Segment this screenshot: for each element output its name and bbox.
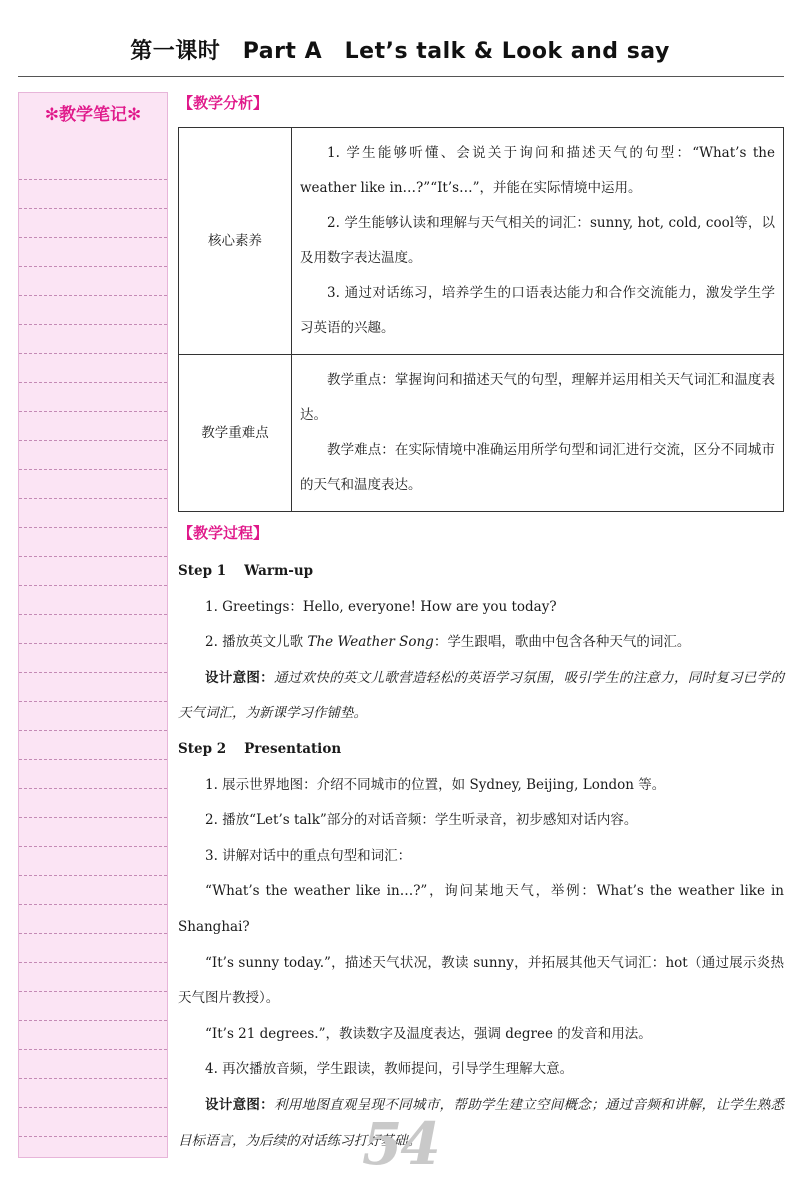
design-intent [178,661,784,732]
design-intent-label: 设计意图： [205,669,274,686]
row-content [292,355,784,512]
list-item: 1. Greetings：Hello, everyone! How are you today? [205,598,557,615]
list-item: 3. 讲解对话中的重点句型和词汇： [205,847,412,864]
process-heading: 【教学过程】 [178,524,269,542]
design-intent-label: 设计意图： [205,1096,274,1113]
row-label: 核心素养 [179,128,292,355]
list-item: 教学难点：在实际情境中准确运用所学句型和词汇进行交流，区分不同城市的天气和温度表达。 [300,442,775,493]
design-intent-text: 利用地图直观呈现不同城市，帮助学生建立空间概念；通过音频和讲解，让学生熟悉目标语言，为后续的对话练习打好基础。 [178,1096,785,1149]
analysis-table [178,127,784,512]
list-item: 教学重点：掌握询问和描述天气的句型，理解并运用相关天气词汇和温度表达。 [300,372,775,423]
list-item: 4. 再次播放音频，学生跟读，教师提问，引导学生理解大意。 [205,1061,574,1078]
step-name: Presentation [244,740,342,757]
step1-heading [178,554,784,590]
table-row [179,128,784,355]
page-number: 54 [362,1110,439,1178]
step-name: Warm-up [244,563,314,579]
teaching-process [178,554,784,1159]
list-item: 2. 播放“Let’s talk”部分的对话音频：学生听录音，初步感知对话内容。 [205,812,638,829]
list-item: 1. 学生能够听懂、会说关于询问和描述天气的句型：“What’s the weather like in…?”“It’s…”，并能在实际情境中运用。 [300,145,775,196]
list-item: “It’s sunny today.”，描述天气状况，教读 sunny，并拓展其他天气词汇：hot（通过展示炎热天气图片教授）。 [178,954,784,1007]
title-divider [18,76,784,77]
step2-heading [178,732,784,768]
table-row [179,355,784,512]
list-item: “What’s the weather like in…?”，询问某地天气，举例：What’s the weather like in Shanghai? [178,883,784,935]
row-label: 教学重难点 [179,355,292,512]
list-item: 3. 通过对话练习，培养学生的口语表达能力和合作交流能力，激发学生学习英语的兴趣。 [300,285,775,336]
list-item: “It’s 21 degrees.”，教读数字及温度表达，强调 degree 的发音和用法。 [205,1025,652,1042]
analysis-heading: 【教学分析】 [178,94,269,112]
list-item: 1. 展示世界地图：介绍不同城市的位置，如 Sydney, Beijing, London 等。 [205,776,666,793]
step-number: Step 2 [178,740,227,757]
note-lines [19,151,167,1157]
row-content [292,128,784,355]
design-intent [178,1088,784,1159]
teaching-notes-sidebar [18,92,168,1158]
step-number: Step 1 [178,563,227,579]
page-title: 第一课时 Part A Let’s talk & Look and say [130,39,670,64]
design-intent-text: 通过欢快的英文儿歌营造轻松的英语学习氛围，吸引学生的注意力，同时复习已学的天气词汇，为新课学习作铺垫。 [178,669,785,722]
sidebar-title: ✻教学笔记✻ [44,105,142,125]
list-item: 2. 学生能够认读和理解与天气相关的词汇：sunny, hot, cold, cool等，以及用数字表达温度。 [300,215,775,266]
list-item: 2. 播放英文儿歌 The Weather Song：学生跟唱，歌曲中包含各种天气的词汇。 [205,634,691,651]
song-title: The Weather Song [307,634,434,651]
